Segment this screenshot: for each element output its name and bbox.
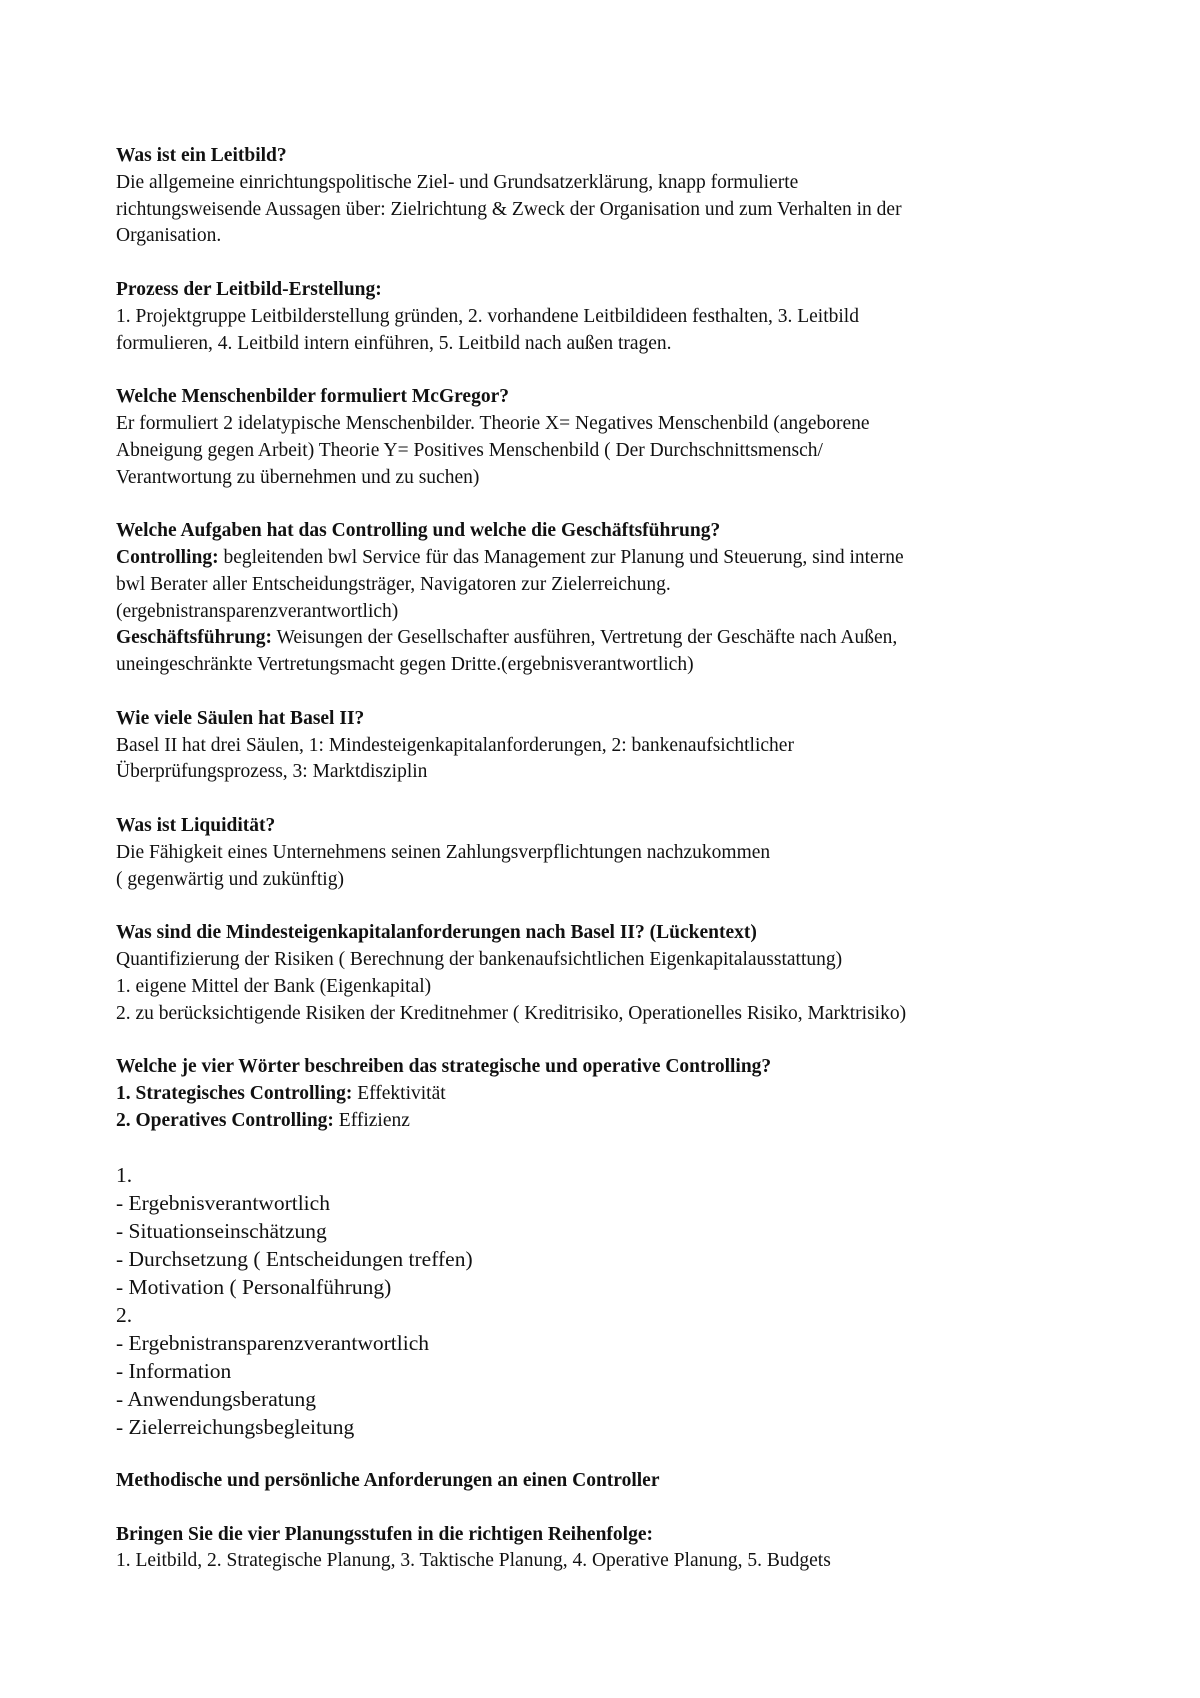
- list-item: - Ergebnisverantwortlich: [116, 1191, 330, 1216]
- list-item: - Information: [116, 1359, 232, 1384]
- section-leitbild-prozess: [116, 277, 1076, 357]
- question-heading: Was ist Liquidität?: [116, 814, 276, 836]
- document-page: [116, 143, 1076, 1602]
- controlling-text: begleitenden bwl Service für das Management zur Planung und Steuerung, sind interne: [218, 546, 904, 568]
- answer-line: Er formuliert 2 idelatypische Menschenbilder. Theorie X= Negatives Menschenbild (angeborene: [116, 412, 870, 434]
- section-liquiditaet: [116, 813, 1076, 893]
- list-item: - Anwendungsberatung: [116, 1387, 317, 1412]
- answer-line: richtungsweisende Aussagen über: Zielrichtung & Zweck der Organisation und zum Verhalten in der: [116, 198, 902, 220]
- answer-line: [116, 545, 1076, 572]
- question-heading: Wie viele Säulen hat Basel II?: [116, 707, 365, 729]
- answer-line: Die allgemeine einrichtungspolitische Ziel- und Grundsatzerklärung, knapp formulierte: [116, 171, 799, 193]
- gf-label: Geschäftsführung:: [116, 627, 273, 649]
- gf-text: Weisungen der Gesellschafter ausführen, Vertretung der Geschäfte nach Außen,: [272, 627, 898, 649]
- list-item: - Situationseinschätzung: [116, 1219, 327, 1244]
- controlling-word-list: [116, 1161, 1076, 1441]
- question-heading: Was sind die Mindesteigenkapitalanforderungen nach Basel II? (Lückentext): [116, 922, 757, 944]
- list-item: 2.: [116, 1303, 133, 1328]
- question-heading: Welche Aufgaben hat das Controlling und welche die Geschäftsführung?: [116, 520, 721, 542]
- answer-line: Überprüfungsprozess, 3: Marktdisziplin: [116, 761, 428, 783]
- section-mindesteigenkapital: [116, 920, 1076, 1027]
- list-item: - Zielerreichungsbegleitung: [116, 1415, 355, 1440]
- section-planungsstufen: [116, 1522, 1076, 1576]
- strategic-label: 1. Strategisches Controlling:: [116, 1082, 353, 1104]
- answer-line: Quantifizierung der Risiken ( Berechnung der bankenaufsichtlichen Eigenkapitalausstattung): [116, 948, 843, 970]
- section-anforderungen: [116, 1468, 1076, 1495]
- section-leitbild: [116, 143, 1076, 250]
- answer-line: ( gegenwärtig und zukünftig): [116, 868, 344, 890]
- list-item: - Ergebnistransparenzverantwortlich: [116, 1331, 430, 1356]
- answer-line: 1. Leitbild, 2. Strategische Planung, 3. Taktische Planung, 4. Operative Planung, 5. Budgets: [116, 1550, 831, 1572]
- answer-line: [116, 625, 1076, 652]
- question-heading: Prozess der Leitbild-Erstellung:: [116, 278, 382, 300]
- answer-line: 1. eigene Mittel der Bank (Eigenkapital): [116, 975, 432, 997]
- question-heading: Methodische und persönliche Anforderungen an einen Controller: [116, 1470, 660, 1492]
- answer-line: bwl Berater aller Entscheidungsträger, Navigatoren zur Zielerreichung.: [116, 573, 671, 595]
- answer-line: [116, 1108, 1076, 1135]
- list-item: - Durchsetzung ( Entscheidungen treffen): [116, 1247, 473, 1272]
- answer-line: [116, 1081, 1076, 1108]
- question-heading: Bringen Sie die vier Planungsstufen in die richtigen Reihenfolge:: [116, 1523, 653, 1545]
- answer-line: 1. Projektgruppe Leitbilderstellung gründen, 2. vorhandene Leitbildideen festhalten, 3. Leitbild: [116, 305, 859, 327]
- answer-line: formulieren, 4. Leitbild intern einführen, 5. Leitbild nach außen tragen.: [116, 332, 672, 354]
- section-controlling-gf: [116, 518, 1076, 679]
- section-mcgregor: [116, 384, 1076, 491]
- answer-line: Die Fähigkeit eines Unternehmens seinen Zahlungsverpflichtungen nachzukommen: [116, 841, 771, 863]
- controlling-label: Controlling:: [116, 546, 219, 568]
- strategic-value: Effektivität: [352, 1082, 446, 1104]
- section-basel-saeulen: [116, 706, 1076, 786]
- answer-line: Organisation.: [116, 225, 222, 247]
- answer-line: (ergebnistransparenzverantwortlich): [116, 600, 399, 622]
- answer-line: Abneigung gegen Arbeit) Theorie Y= Positives Menschenbild ( Der Durchschnittsmensch/: [116, 439, 823, 461]
- question-heading: Was ist ein Leitbild?: [116, 145, 287, 166]
- list-item: 1.: [116, 1163, 133, 1188]
- section-controlling-woerter: [116, 1054, 1076, 1134]
- question-heading: Welche Menschenbilder formuliert McGregor?: [116, 386, 509, 408]
- answer-line: Verantwortung zu übernehmen und zu suchen): [116, 466, 480, 488]
- question-heading: Welche je vier Wörter beschreiben das strategische und operative Controlling?: [116, 1056, 772, 1078]
- answer-line: Basel II hat drei Säulen, 1: Mindesteigenkapitalanforderungen, 2: bankenaufsichtlicher: [116, 734, 794, 756]
- operative-label: 2. Operatives Controlling:: [116, 1109, 334, 1131]
- operative-value: Effizienz: [333, 1109, 410, 1131]
- answer-line: 2. zu berücksichtigende Risiken der Kreditnehmer ( Kreditrisiko, Operationelles Risiko, Marktrisiko): [116, 1002, 907, 1024]
- list-item: - Motivation ( Personalführung): [116, 1275, 392, 1300]
- answer-line: uneingeschränkte Vertretungsmacht gegen Dritte.(ergebnisverantwortlich): [116, 654, 694, 676]
